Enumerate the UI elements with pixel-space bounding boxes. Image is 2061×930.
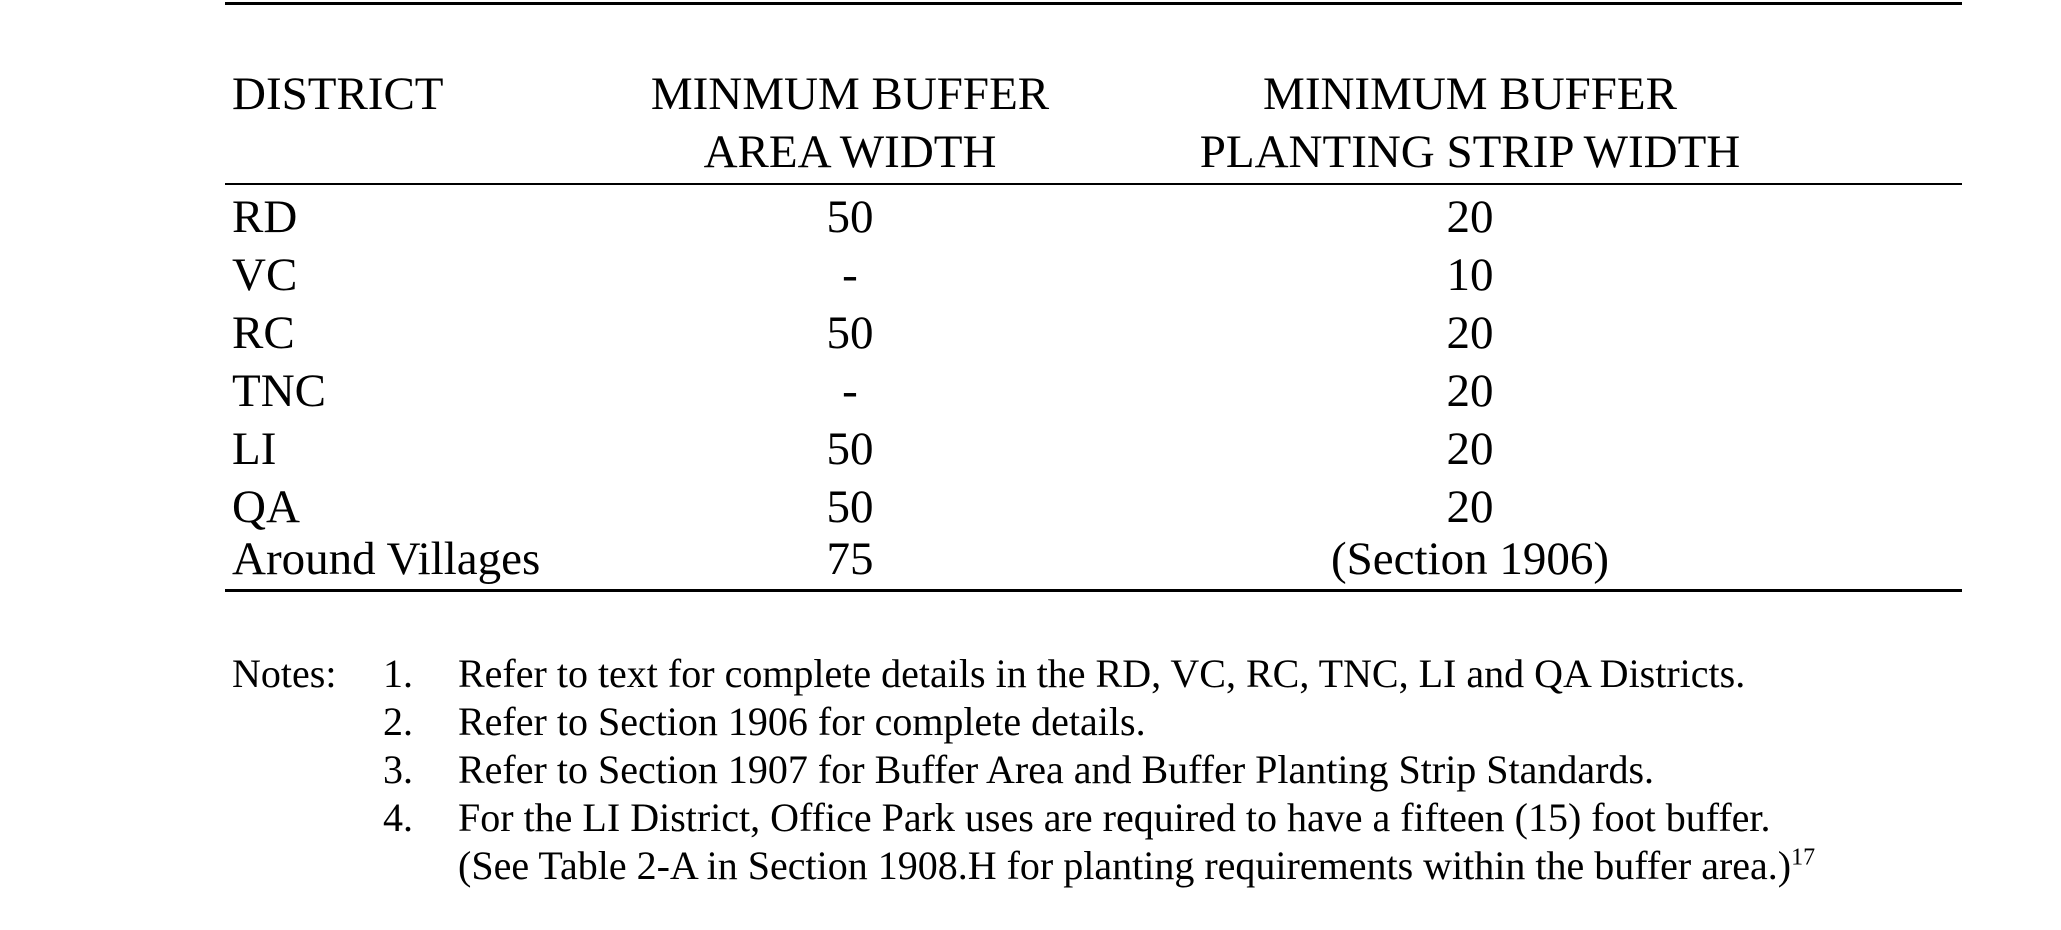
cell-planting-strip-width: 10 [1446, 249, 1494, 301]
cell-buffer-area-width: - [842, 249, 858, 301]
cell-district: RC [232, 307, 295, 359]
note-item [0, 746, 2061, 794]
cell-district: RD [232, 191, 298, 243]
cell-district: Around Villages [232, 533, 541, 585]
table-row [0, 246, 2061, 304]
cell-planting-strip-width: 20 [1446, 481, 1494, 533]
table-row [0, 478, 2061, 536]
cell-buffer-area-width: 50 [826, 307, 874, 359]
table-row [0, 188, 2061, 246]
note-number: 1. [383, 651, 413, 696]
note-number: 4. [383, 795, 413, 840]
note-continuation [458, 842, 1815, 890]
cell-buffer-area-width: - [842, 365, 858, 417]
cell-planting-strip-width: 20 [1446, 191, 1494, 243]
header-minimum-buffer-area-width [580, 65, 1120, 181]
cell-planting-strip-width: 20 [1446, 365, 1494, 417]
cell-district: LI [232, 423, 277, 475]
note-item [0, 650, 2061, 698]
cell-district: TNC [232, 365, 326, 417]
header-col2-line1: MINMUM BUFFER [650, 68, 1050, 120]
note-text: Refer to Section 1907 for Buffer Area and Buffer Planting Strip Standards. [458, 747, 1655, 792]
cell-district: VC [232, 249, 298, 301]
note-text: Refer to text for complete details in the RD, VC, RC, TNC, LI and QA Districts. [458, 651, 1746, 696]
header-minimum-buffer-planting-strip-width [1150, 65, 1790, 181]
header-col3-line1: MINIMUM BUFFER [1263, 68, 1677, 120]
header-district [232, 65, 444, 123]
note-text: For the LI District, Office Park uses are required to have a fifteen (15) foot buffer. [458, 795, 1771, 840]
cell-district: QA [232, 481, 300, 533]
cell-planting-strip-width: 20 [1446, 307, 1494, 359]
table-row [0, 530, 2061, 588]
table-row [0, 420, 2061, 478]
cell-planting-strip-width: 20 [1446, 423, 1494, 475]
note-continuation-text: (See Table 2-A in Section 1908.H for planting requirements within the buffer area.) [458, 843, 1792, 888]
note-number: 3. [383, 747, 413, 792]
note-item [0, 794, 2061, 888]
table-row [0, 362, 2061, 420]
header-col2-line2: AREA WIDTH [703, 126, 997, 178]
table-row [0, 304, 2061, 362]
note-item [0, 698, 2061, 746]
notes-label: Notes: [232, 651, 337, 696]
cell-buffer-area-width: 50 [826, 423, 874, 475]
footnote-reference: 17 [1791, 844, 1816, 871]
cell-buffer-area-width: 50 [826, 481, 874, 533]
cell-planting-strip-width: (Section 1906) [1330, 533, 1610, 585]
note-number: 2. [383, 699, 413, 744]
header-district-label: DISTRICT [232, 68, 444, 120]
table-top-rule [225, 2, 1962, 5]
note-text: Refer to Section 1906 for complete details. [458, 699, 1146, 744]
header-col3-line2: PLANTING STRIP WIDTH [1199, 126, 1741, 178]
table-header-rule [225, 183, 1962, 185]
cell-buffer-area-width: 75 [826, 533, 874, 585]
table-bottom-rule [225, 589, 1962, 592]
cell-buffer-area-width: 50 [826, 191, 874, 243]
